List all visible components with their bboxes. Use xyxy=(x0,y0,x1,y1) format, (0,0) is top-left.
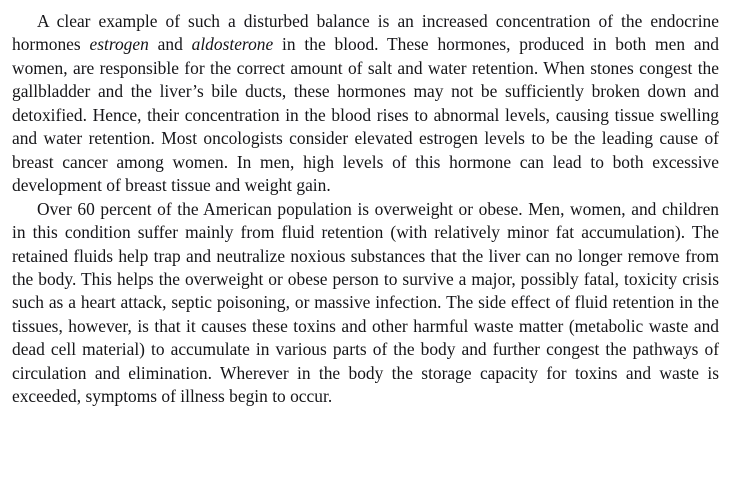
body-text-column xyxy=(12,0,719,409)
emphasized-term: aldosterone xyxy=(191,34,274,55)
emphasized-term: estrogen xyxy=(89,34,149,55)
paragraph-hormones: A clear example of such a disturbed balance is an increased concentration of the endocrine hormones estrogen and aldosterone in the blood. These hormones, produced in both men and women, are responsible for the correct amount of salt and water retention. When stones congest the gallbladder and the liver’s bile ducts, these hormones may not be sufficiently broken down and detoxified. Hence, their concentration in the blood rises to abnormal levels, causing tissue swelling and water retention. Most oncologists consider elevated estrogen levels to be the leading cause of breast cancer among women. In men, high levels of this hormone can lead to both excessive development of breast tissue and weight gain. xyxy=(12,11,719,196)
paragraph-obesity: Over 60 percent of the American population is overweight or obese. Men, women, and children in this condition suffer mainly from fluid retention (with relatively minor fat accumulation). The retained fluids help trap and neutralize noxious substances that the liver can no longer remove from the body. This helps the overweight or obese person to survive a major, possibly fatal, toxicity crisis such as a heart attack, septic poisoning, or massive infection. The side effect of fluid retention in the tissues, however, is that it causes these toxins and other harmful waste matter (metabolic waste and dead cell material) to accumulate in various parts of the body and further congest the pathways of circulation and elimination. Wherever in the body the storage capacity for toxins and waste is exceeded, symptoms of illness begin to occur. xyxy=(12,198,719,407)
